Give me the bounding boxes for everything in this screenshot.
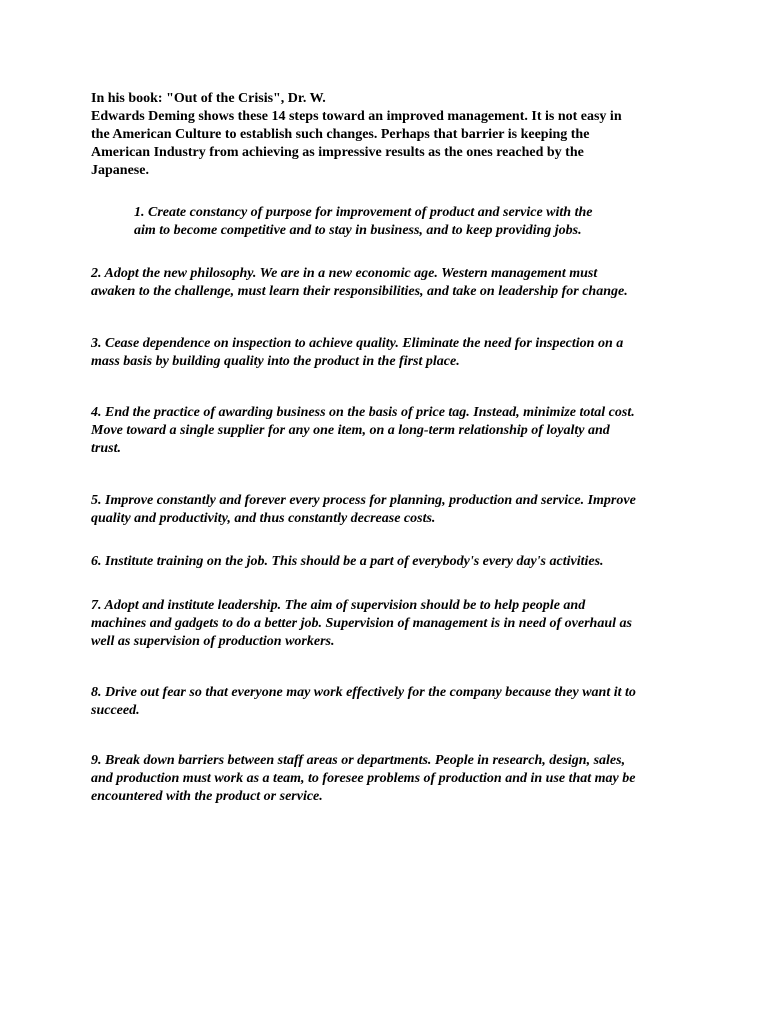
intro-line: the American Culture to establish such changes. Perhaps that barrier is keeping the (91, 127, 590, 142)
intro-line: Edwards Deming shows these 14 steps toward an improved management. It is not easy in (91, 109, 622, 124)
step-line: 5. Improve constantly and forever every process for planning, production and service. Improve (91, 493, 636, 508)
step-line: mass basis by building quality into the product in the first place. (91, 354, 460, 369)
intro-line: In his book: "Out of the Crisis", Dr. W. (91, 91, 326, 106)
step-item-7 (91, 597, 691, 651)
step-line: 4. End the practice of awarding business on the basis of price tag. Instead, minimize total cost. (91, 405, 635, 420)
step-line: and production must work as a team, to foresee problems of production and in use that may be (91, 771, 636, 786)
step-line: 2. Adopt the new philosophy. We are in a new economic age. Western management must (91, 266, 598, 281)
step-item-8 (91, 684, 691, 720)
step-item-9 (91, 752, 691, 806)
step-line: 3. Cease dependence on inspection to achieve quality. Eliminate the need for inspection on a (91, 336, 624, 351)
step-line: quality and productivity, and thus constantly decrease costs. (91, 511, 436, 526)
intro-line: Japanese. (91, 163, 149, 178)
step-item-6 (91, 553, 691, 571)
step-line: Move toward a single supplier for any one item, on a long-term relationship of loyalty and (91, 423, 610, 438)
step-line: succeed. (91, 703, 140, 718)
step-line: aim to become competitive and to stay in business, and to keep providing jobs. (134, 223, 582, 238)
step-item-4 (91, 404, 691, 458)
step-item-1 (134, 204, 734, 240)
step-line: 7. Adopt and institute leadership. The aim of supervision should be to help people and (91, 598, 586, 613)
intro-paragraph (91, 90, 691, 180)
intro-line: American Industry from achieving as impressive results as the ones reached by the (91, 145, 584, 160)
step-line: 9. Break down barriers between staff areas or departments. People in research, design, sales, (91, 753, 626, 768)
step-item-2 (91, 265, 691, 301)
step-line: 6. Institute training on the job. This should be a part of everybody's every day's activities. (91, 554, 604, 569)
step-line: awaken to the challenge, must learn their responsibilities, and take on leadership for change. (91, 284, 628, 299)
step-line: well as supervision of production workers. (91, 634, 335, 649)
step-item-5 (91, 492, 691, 528)
step-item-3 (91, 335, 691, 371)
step-line: trust. (91, 441, 121, 456)
step-line: encountered with the product or service. (91, 789, 323, 804)
step-line: 1. Create constancy of purpose for improvement of product and service with the (134, 205, 593, 220)
step-line: 8. Drive out fear so that everyone may work effectively for the company because they want it to (91, 685, 636, 700)
step-line: machines and gadgets to do a better job. Supervision of management is in need of overhaul as (91, 616, 632, 631)
